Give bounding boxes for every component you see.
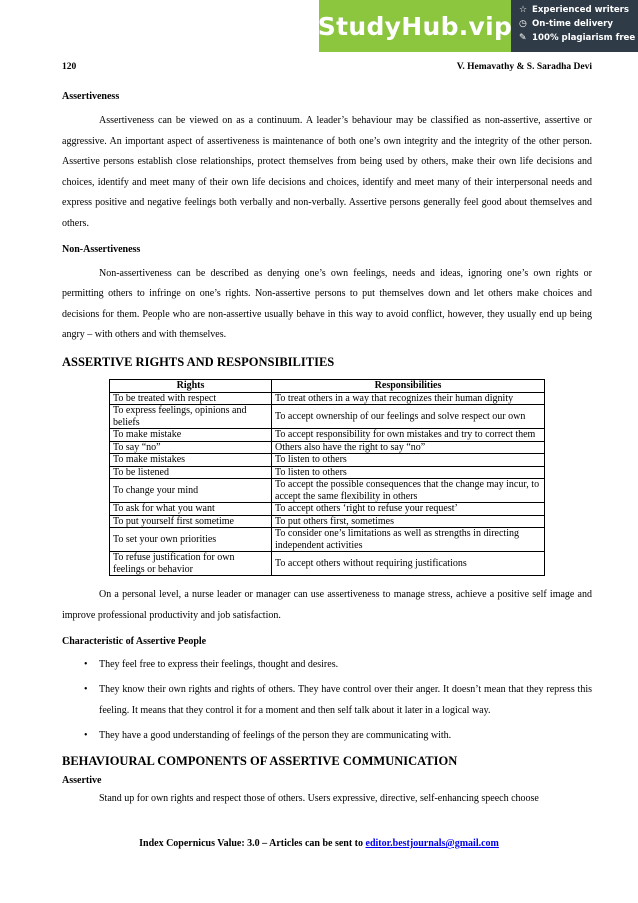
heading-behavioural-components: BEHAVIOURAL COMPONENTS OF ASSERTIVE COMMUNICATION <box>62 754 458 768</box>
paragraph-personal-level: On a personal level, a nurse leader or manager can use assertiveness to manage stress, achieve a positive self image and improve professional productivity and job satisfaction. <box>62 589 592 622</box>
page-number: 120 <box>62 62 77 72</box>
table-cell: To say “no” <box>110 441 272 454</box>
heading-characteristic: Characteristic of Assertive People <box>62 635 207 647</box>
table-cell: To make mistakes <box>110 454 272 467</box>
heading-rights-responsibilities: ASSERTIVE RIGHTS AND RESPONSIBILITIES <box>62 354 335 369</box>
ad-banner[interactable] <box>319 0 638 52</box>
table-row <box>110 479 545 503</box>
table-cell: To be treated with respect <box>110 392 272 405</box>
table-header-row <box>110 379 545 392</box>
page-footer <box>0 838 638 849</box>
table-row <box>110 503 545 516</box>
paragraph-assertive: Stand up for own rights and respect those of others. Users expressive, directive, self-enhancing speech choose <box>99 793 539 804</box>
table-cell: To accept ownership of our feelings and solve respect our own <box>272 405 545 429</box>
perk-label: On-time delivery <box>532 19 613 29</box>
list-item-text: They feel free to express their feelings, thought and desires. <box>99 658 339 670</box>
heading-assertiveness: Assertiveness <box>62 91 120 102</box>
list-item-text: They know their own rights and rights of others. They have control over their anger. It doesn’t mean that they repress this feeling. It means that they control it for a moment and then self talk about it later in a logical way. <box>99 684 592 716</box>
list-item <box>62 680 592 721</box>
paragraph-assertiveness: Assertiveness can be viewed on as a continuum. A leader’s behaviour may be classified as non-assertive, assertive or aggressive. An important aspect of assertiveness is maintenance of both one’s own integrity and the integrity of the other person. Assertive persons establish close relationships, protect themselves from being used by others, make their own life decisions and choices, identify and meet many of their own life decisions and choices, identify and meet many of their interpersonal needs and express positive and negative feelings both verbally and non-verbally. Assertive persons generally feel good about themselves and others. <box>62 115 592 229</box>
perk-label: Experienced writers <box>532 5 630 15</box>
characteristic-list <box>62 655 592 747</box>
star-icon: ☆ <box>519 5 528 15</box>
table-row <box>110 392 545 405</box>
footer-text: Index Copernicus Value: 3.0 – Articles can be sent to <box>139 838 364 849</box>
page-content <box>62 90 592 810</box>
heading-non-assertiveness: Non-Assertiveness <box>62 243 141 255</box>
brand-logo: StudyHub.vip <box>319 0 511 52</box>
column-header-rights: Rights <box>110 379 272 392</box>
table-cell: To treat others in a way that recognizes their human dignity <box>272 392 545 405</box>
table-row <box>110 429 545 442</box>
badge-icon: ✎ <box>519 33 527 43</box>
table-cell: To listen to others <box>272 454 545 467</box>
table-cell: To change your mind <box>110 479 272 503</box>
column-header-responsibilities: Responsibilities <box>272 379 545 392</box>
table-cell: To refuse justification for own feelings or behavior <box>110 552 272 576</box>
table-row <box>110 405 545 429</box>
table-cell: To accept others without requiring justifications <box>272 552 545 576</box>
bullet-icon: • <box>84 684 88 696</box>
table-cell: To accept the possible consequences that the change may incur, to accept the same flexibility in others <box>272 479 545 503</box>
table-cell: To put others first, sometimes <box>272 515 545 528</box>
clock-icon: ◷ <box>519 19 527 29</box>
list-item-text: They have a good understanding of feelings of the person they are communicating with. <box>99 730 452 742</box>
perk-item <box>519 31 638 45</box>
table-cell: To make mistake <box>110 429 272 442</box>
table-cell: To be listened <box>110 466 272 479</box>
rights-responsibilities-table <box>109 379 545 577</box>
heading-assertive: Assertive <box>62 775 102 786</box>
bullet-icon: • <box>84 730 88 742</box>
table-row <box>110 441 545 454</box>
table-cell: To listen to others <box>272 466 545 479</box>
table-row <box>110 528 545 552</box>
table-row <box>110 454 545 467</box>
table-cell: To set your own priorities <box>110 528 272 552</box>
table-cell: To accept others ‘right to refuse your request’ <box>272 503 545 516</box>
table-cell: To express feelings, opinions and beliefs <box>110 405 272 429</box>
list-item <box>62 655 592 676</box>
table-cell: To accept responsibility for own mistakes and try to correct them <box>272 429 545 442</box>
table-row <box>110 466 545 479</box>
table-cell: To consider one’s limitations as well as strengths in directing independent activities <box>272 528 545 552</box>
perk-label: 100% plagiarism free <box>532 33 636 43</box>
table-cell: Others also have the right to say “no” <box>272 441 545 454</box>
table-cell: To ask for what you want <box>110 503 272 516</box>
bullet-icon: • <box>84 658 88 670</box>
paragraph-non-assertiveness: Non-assertiveness can be described as denying one’s own feelings, needs and ideas, ignoring one’s own rights or permitting others to infringe on one’s rights. Non-assertive persons to put themselves down and let others make choices and decisions for them. People who are non-assertive usually behave in this way to avoid conflict, however, they usually end up being angry – with others and with themselves. <box>62 267 592 341</box>
authors: V. Hemavathy & S. Saradha Devi <box>456 62 592 72</box>
table-cell: To put yourself first sometime <box>110 515 272 528</box>
email-link[interactable]: editor.bestjournals@gmail.com <box>365 838 499 849</box>
perk-item <box>519 3 638 17</box>
perk-item <box>519 17 638 31</box>
table-row <box>110 515 545 528</box>
running-header <box>62 62 592 72</box>
list-item <box>62 726 592 747</box>
perks-list <box>511 0 638 52</box>
table-row <box>110 552 545 576</box>
